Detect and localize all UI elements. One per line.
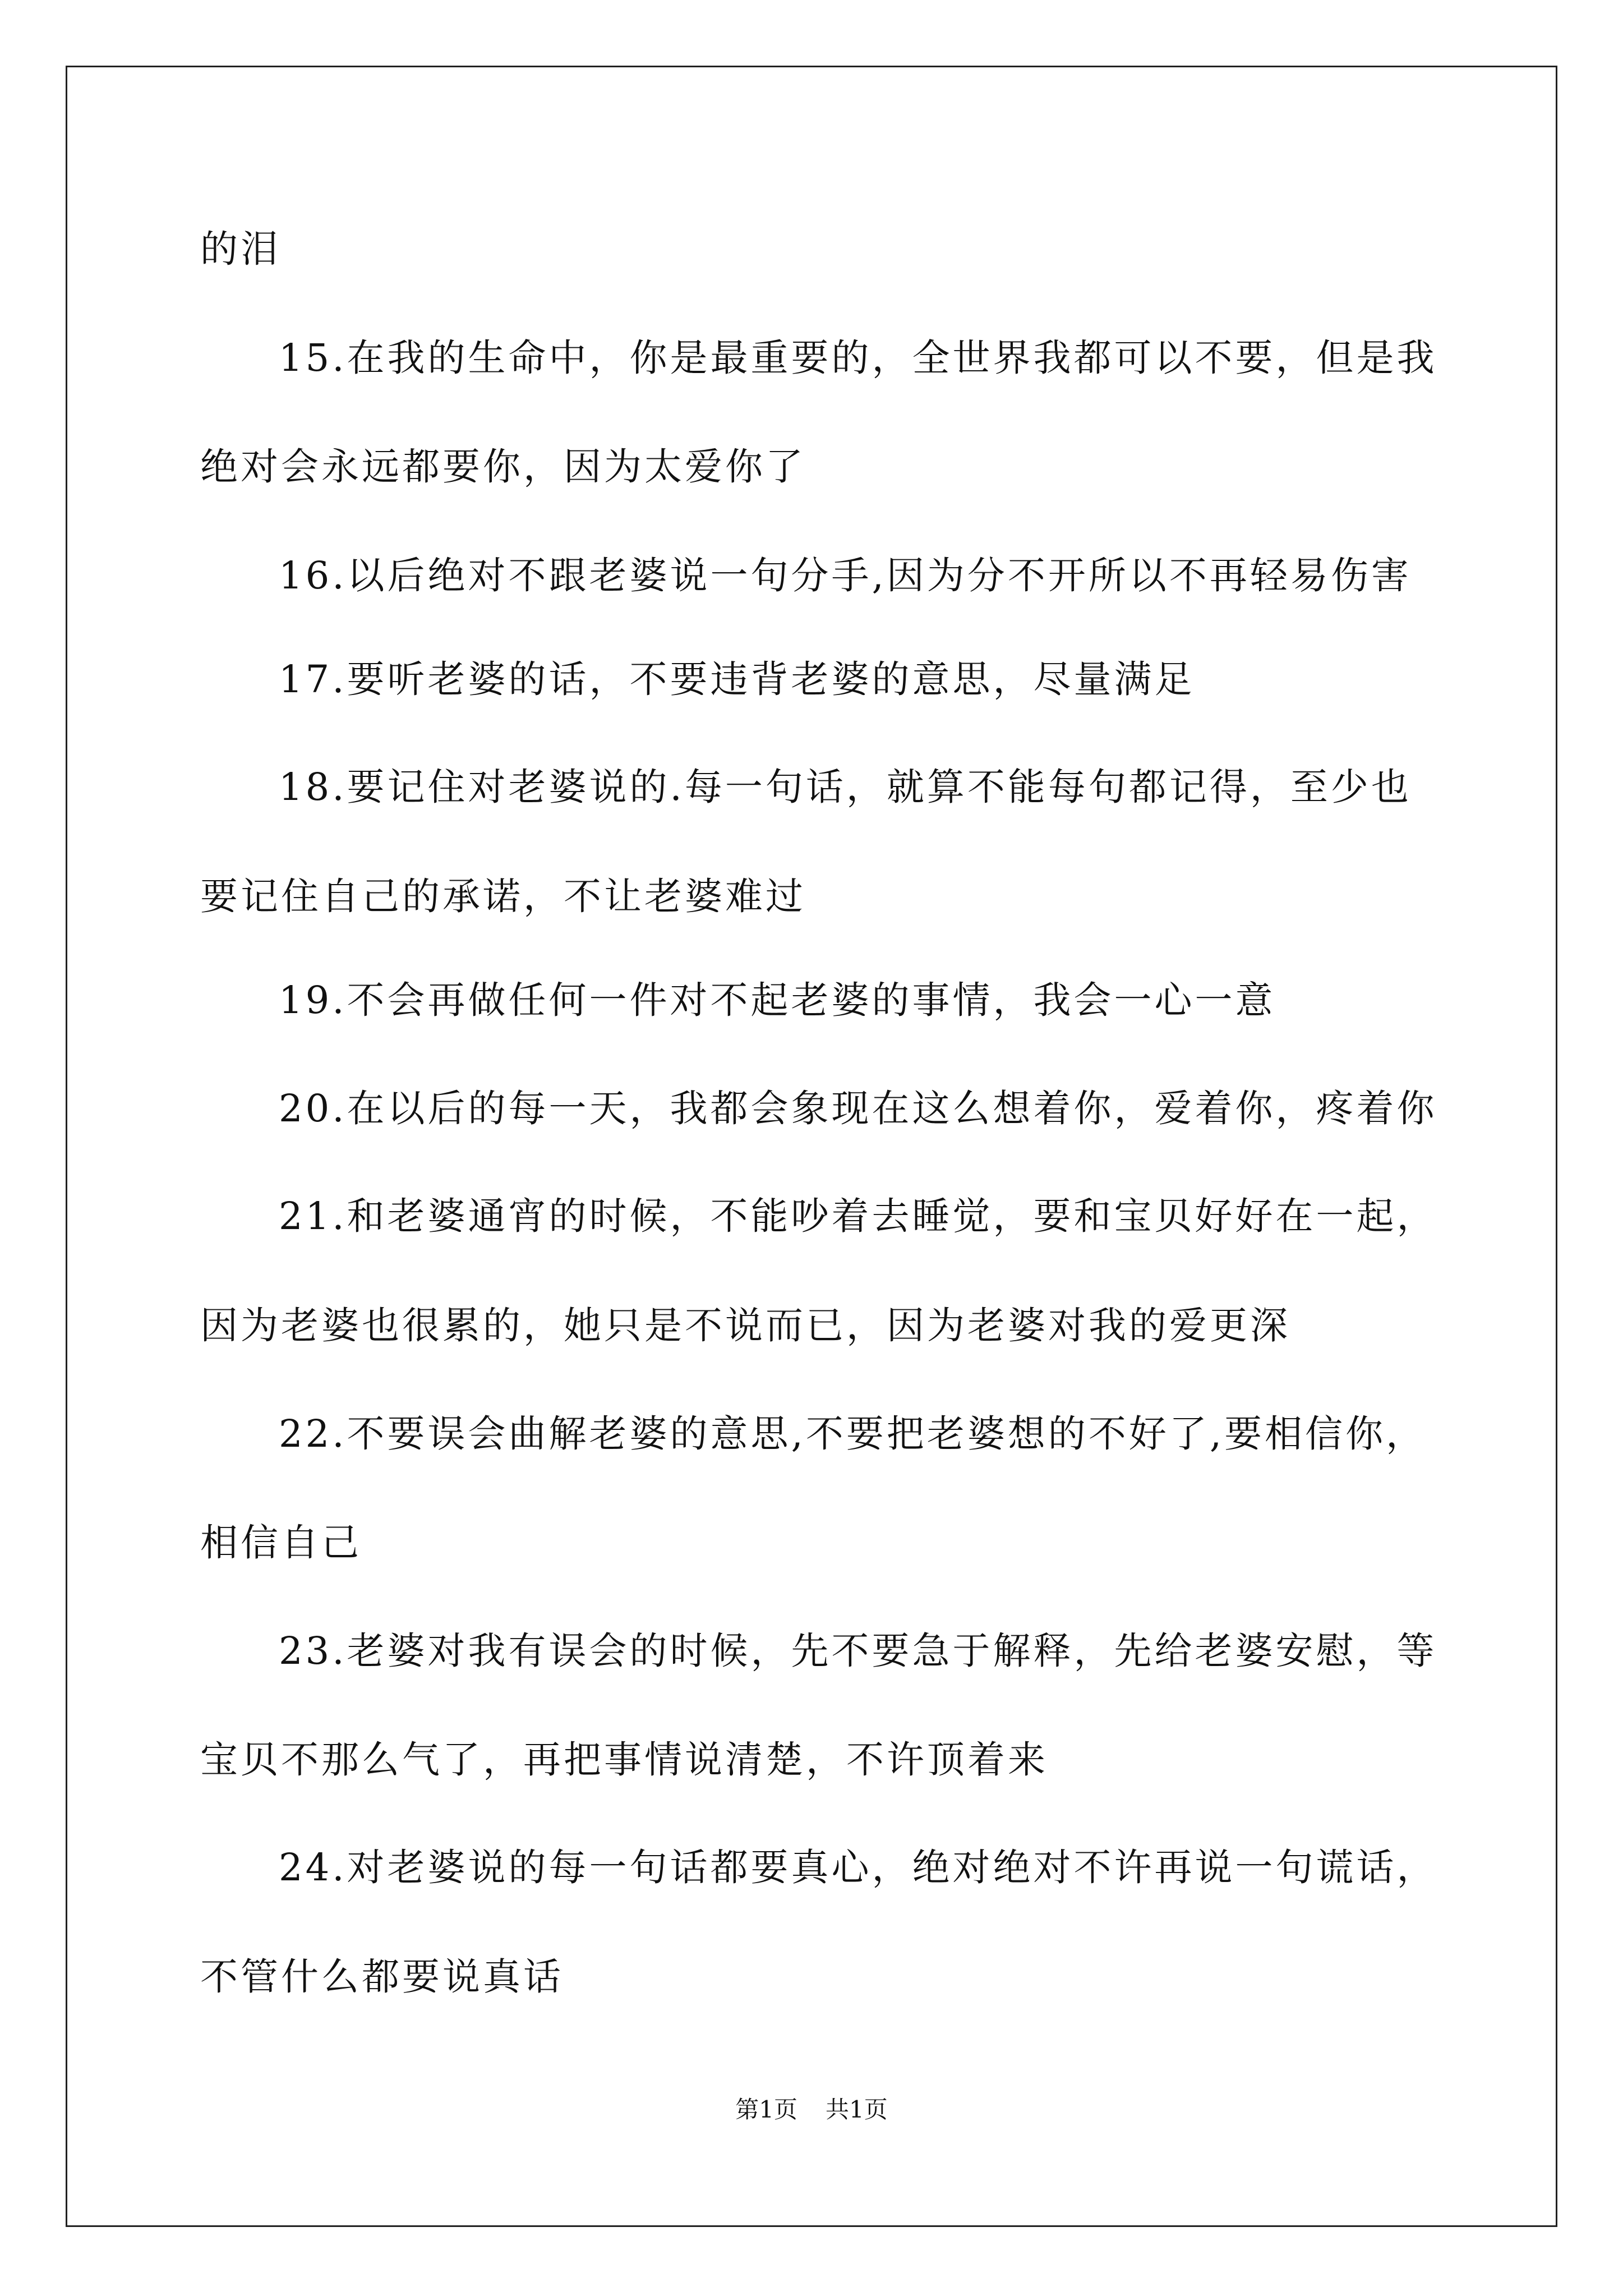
list-item-15: 15.在我的生命中，你是最重要的，全世界我都可以不要，但是我	[279, 336, 1437, 380]
list-item-17: 17.要听老婆的话，不要违背老婆的意思，尽量满足	[279, 657, 1195, 701]
text-line: 的泪	[200, 227, 281, 271]
list-item-24: 24.对老婆说的每一句话都要真心，绝对绝对不许再说一句谎话，	[279, 1846, 1437, 1889]
list-item-16: 16.以后绝对不跟老婆说一句分手,因为分不开所以不再轻易伤害	[279, 554, 1412, 597]
page-border	[66, 66, 1557, 2227]
text-line: 不管什么都要说真话	[200, 1955, 564, 1999]
page-number-total: 共1页	[826, 2096, 888, 2123]
list-item-23: 23.老婆对我有误会的时候，先不要急于解释，先给老婆安慰，等	[279, 1629, 1437, 1673]
text-line: 宝贝不那么气了，再把事情说清楚，不许顶着来	[200, 1738, 1048, 1782]
text-line: 相信自己	[200, 1521, 362, 1565]
text-line: 因为老婆也很累的，她只是不说而已，因为老婆对我的爱更深	[200, 1304, 1290, 1347]
list-item-18: 18.要记住对老婆说的.每一句话，就算不能每句都记得，至少也	[279, 765, 1412, 809]
text-line: 绝对会永远都要你，因为太爱你了	[200, 445, 806, 489]
page-footer	[0, 2096, 1623, 2124]
list-item-21: 21.和老婆通宵的时候，不能吵着去睡觉，要和宝贝好好在一起，	[279, 1194, 1437, 1238]
list-item-20: 20.在以后的每一天，我都会象现在这么想着你，爱着你，疼着你	[279, 1087, 1437, 1130]
page-number-current: 第1页	[735, 2096, 797, 2123]
list-item-19: 19.不会再做任何一件对不起老婆的事情，我会一心一意	[279, 978, 1276, 1022]
list-item-22: 22.不要误会曲解老婆的意思,不要把老婆想的不好了,要相信你，	[279, 1412, 1427, 1456]
text-line: 要记住自己的承诺，不让老婆难过	[200, 875, 806, 918]
